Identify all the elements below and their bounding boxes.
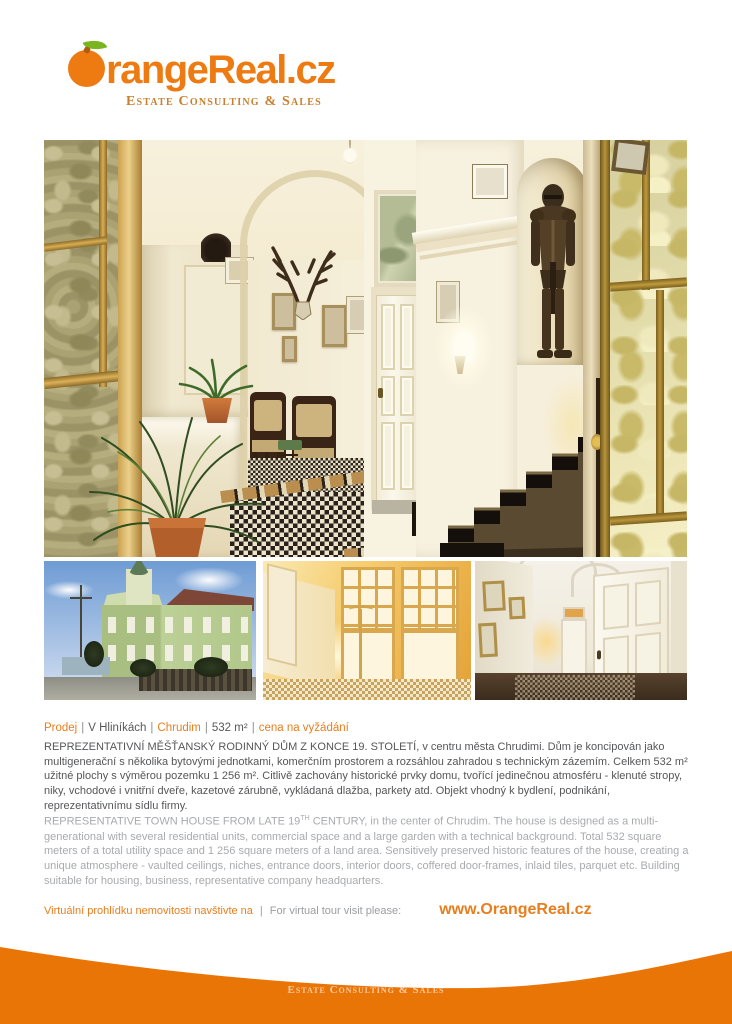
street: V Hliníkách xyxy=(88,722,147,734)
brand-logo xyxy=(68,48,335,110)
price: cena na vyžádání xyxy=(258,722,349,734)
thumb-photo-white-hall xyxy=(475,561,687,700)
footer-band xyxy=(0,938,732,1024)
brand-tagline: Estate Consulting & Sales xyxy=(126,94,322,109)
virtual-tour-label-cs: Virtuální prohlídku nemovitosti navštivte na xyxy=(44,905,253,917)
knight-armor-statue xyxy=(523,182,583,370)
white-panelled-door xyxy=(376,295,418,502)
pendant-light-icon xyxy=(343,148,357,164)
picture-frame xyxy=(478,623,498,658)
mosaic-floor xyxy=(263,679,471,700)
listing-info-line: Prodej | V Hliníkách | Chrudim | 532 m² | cena na vyžádání xyxy=(44,722,349,734)
area: 532 m² xyxy=(211,722,248,734)
thumb-photo-golden-hall xyxy=(263,561,471,700)
main-photo-hallway xyxy=(44,140,687,557)
deal-type: Prodej xyxy=(44,722,78,734)
virtual-tour-label-en: For virtual tour visit please: xyxy=(269,905,402,917)
dark-tiled-floor xyxy=(475,673,687,700)
picture-frame xyxy=(611,140,650,175)
virtual-tour-line: Virtuální prohlídku nemovitosti navštivte na | For virtual tour visit please: www.OrangeReal.cz xyxy=(44,901,592,918)
fence xyxy=(139,669,252,691)
amber-transom xyxy=(563,607,585,619)
picture-frame xyxy=(508,597,525,620)
description-czech: REPREZENTATIVNÍ MĚŠŤANSKÝ RODINNÝ DŮM Z KONCE 19. STOLETÍ, v centru města Chrudimi. Dům je koncipován jako multigenerační s několika bytovými jednotkami, komerčním prostorem a rozsáhlou zahradou s technickým zázemím. Celkem 532 m² užitné plochy s výměrou pozemku 1 256 m². Citlivě zachovány historické prvky domu, tvořící jedinečnou atmosféru - klenuté stropy, niky, vchodové i vnitřní dveře, kazetové zárubně, vykládaná dlažba, parkety atd. Objekt vhodný k bydlení, podnikání, reprezentativnímu sídlu firmy. xyxy=(44,741,688,812)
door-handle-icon xyxy=(378,388,383,398)
window-row xyxy=(108,617,248,633)
picture-frame xyxy=(482,580,506,611)
white-door xyxy=(267,563,297,666)
picture-frame xyxy=(282,336,297,362)
website-link[interactable]: www.OrangeReal.cz xyxy=(439,901,592,918)
description-english: REPRESENTATIVE TOWN HOUSE FROM LATE 19TH CENTURY, in the center of Chrudim. The house is designed as a multi-generational with several residential units, commercial space and a large garden with a technical background. Total 532 square meters of a total utility space and 1 256 square meters of a land area. Sensitively preserved historic features of the house, creating a unique atmosphere - vaulted ceilings, niches, entrance doors, interior doors, coffered door-frames, inlaid tiles, parquet etc. Building suitable for housing, business, representative company headquarters. xyxy=(44,815,689,888)
footer-logo-watermark: rangeReal.cz Estate Consulting & Sales xyxy=(276,952,457,996)
foreground-plant-icon xyxy=(80,408,270,557)
card-table xyxy=(278,440,302,450)
city: Chrudim xyxy=(157,722,201,734)
orange-fruit-logo-icon xyxy=(68,50,105,87)
picture-frame xyxy=(473,165,507,198)
thumb-photo-exterior xyxy=(44,561,256,700)
stem-icon xyxy=(83,46,91,54)
orange-fruit-watermark-icon xyxy=(276,952,302,978)
stag-antlers-icon xyxy=(268,228,338,320)
window-row xyxy=(108,645,248,661)
back-door xyxy=(561,619,587,679)
potted-palm-icon xyxy=(172,352,257,404)
brand-logo-text: rangeReal.cz xyxy=(106,48,335,93)
green-house-facade xyxy=(102,605,252,677)
glass-door xyxy=(341,567,395,691)
glass-door xyxy=(401,567,459,691)
staircase xyxy=(440,375,600,557)
